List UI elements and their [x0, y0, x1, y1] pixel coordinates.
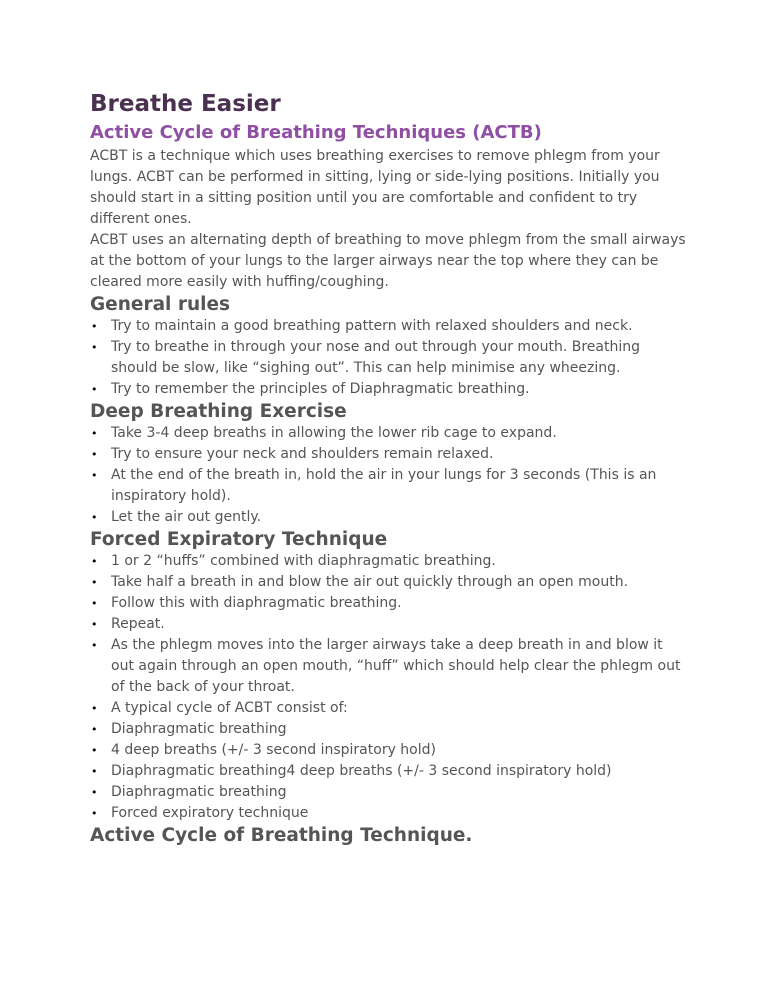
forced-expiratory-list: [90, 551, 690, 719]
sublist-item: • Forced expiratory technique: [111, 803, 690, 824]
list-item: • At the end of the breath in, hold the air in your lungs for 3 seconds (This is an inspiratory hold).: [111, 465, 690, 507]
list-item: • Try to breathe in through your nose and out through your mouth. Breathing should be slow, like “sighing out”. This can help minimise any wheezing.: [111, 337, 690, 379]
sublist-item: • 4 deep breaths (+/- 3 second inspiratory hold): [111, 740, 690, 761]
list-item: • Try to maintain a good breathing pattern with relaxed shoulders and neck.: [111, 316, 690, 337]
list-item: • 1 or 2 “huffs” combined with diaphragmatic breathing.: [111, 551, 690, 572]
list-item: • A typical cycle of ACBT consist of:: [111, 698, 690, 719]
list-item: • As the phlegm moves into the larger airways take a deep breath in and blow it out again through an open mouth, “huff” which should help clear the phlegm out of the back of your throat.: [111, 635, 690, 698]
list-item: • Try to remember the principles of Diaphragmatic breathing.: [111, 379, 690, 400]
section-heading-forced-expiratory: Forced Expiratory Technique: [90, 529, 388, 550]
sublist-item: • Diaphragmatic breathing: [111, 719, 690, 740]
intro-paragraph-1: ACBT is a technique which uses breathing exercises to remove phlegm from your lungs. ACBT can be performed in sitting, lying or side-lying positions. Initially you should start in a sitting position until you are comfortable and confident to try different ones.: [90, 148, 660, 227]
list-item: • Follow this with diaphragmatic breathing.: [111, 593, 690, 614]
list-item: • Take 3-4 deep breaths in allowing the lower rib cage to expand.: [111, 423, 690, 444]
general-rules-list: [90, 316, 690, 400]
closing-heading: Active Cycle of Breathing Technique.: [90, 825, 473, 846]
page-subtitle: Active Cycle of Breathing Techniques (ACTB): [90, 122, 542, 143]
deep-breathing-list: [90, 423, 690, 528]
list-item: • Let the air out gently.: [111, 507, 690, 528]
intro-paragraph-2: ACBT uses an alternating depth of breathing to move phlegm from the small airways at the bottom of your lungs to the larger airways near the top where they can be cleared more easily with huffing/coughing.: [90, 232, 686, 290]
list-item: • Repeat.: [111, 614, 690, 635]
acbt-cycle-sublist: [90, 719, 690, 824]
sublist-item: • Diaphragmatic breathing: [111, 782, 690, 803]
page-title: Breathe Easier: [90, 91, 281, 117]
list-item: • Take half a breath in and blow the air out quickly through an open mouth.: [111, 572, 690, 593]
sublist-item: • Diaphragmatic breathing4 deep breaths (+/- 3 second inspiratory hold): [111, 761, 690, 782]
section-heading-deep-breathing: Deep Breathing Exercise: [90, 401, 347, 422]
document-page: [90, 88, 690, 847]
section-heading-general-rules: General rules: [90, 294, 231, 315]
list-item: • Try to ensure your neck and shoulders remain relaxed.: [111, 444, 690, 465]
